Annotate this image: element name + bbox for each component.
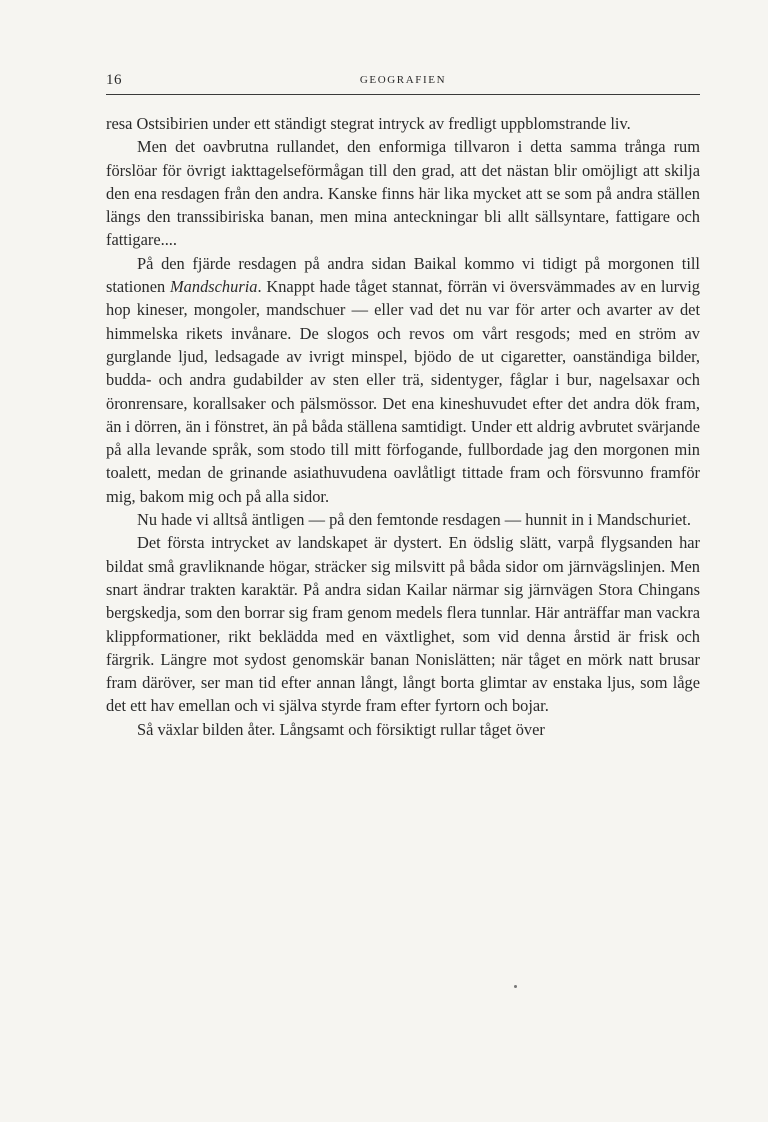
paragraph-p3 (106, 252, 700, 508)
text-run: . Knappt hade tåget stannat, förrän vi översvämmades av en lurvig hop kineser, mongoler, mandschuer — eller vad det nu var för arter och avarter av det himmelska rikets invånare. De slogos och revos om vårt resgods; med en ström av gurglande ljud, ledsagade av ivrigt minspel, bjödo de ut cigaretter, oanständiga bilder, budda- och andra gudabilder av sten eller trä, sidentyger, fåglar i bur, nagelsaxar och öronrensare, korallsaker och pälsmössor. Det ena kineshuvudet efter det andra dök fram, än i dörren, än i fönstret, än på båda ställena samtidigt. Under ett aldrig avbrutet svärjande på alla levande språk, som stodo till mitt förfogande, fullbordade jag den morgonen min toalett, medan de grinande asiathuvudena oavlåtligt tittade fram och försvunno framför mig, bakom mig och på alla sidor. (106, 277, 701, 506)
text-run: På den fjärde resdagen på andra sidan Baikal kommo vi tidigt på morgonen till stationen (106, 253, 700, 297)
text-run: Men det oavbrutna rullandet, den enformiga tillvaron i detta samma trånga rum förslöar för övrigt iakttagelseförmågan till den grad, att det nästan blir omöjligt att skilja den ena resdagen från den andra. Kanske finns här lika mycket att se som på andra ställen längs den transsibiriska banan, men mina anteckningar bli allt sällsyntare, fattigare och fattigare.... (106, 137, 700, 250)
body-text (106, 112, 700, 741)
paragraph-p4 (106, 508, 700, 531)
paragraph-p1 (106, 112, 700, 135)
text-run: Det första intrycket av landskapet är dystert. En ödslig slätt, varpå flygsanden har bildat små gravliknande högar, sträcker sig milsvitt på båda sidor om järnvägslinjen. Men snart ändrar trakten karaktär. På andra sidan Kailar närmar sig järnvägen Stora Chingans bergskedja, som den borrar sig fram genom medels flera tunnlar. Här anträffar man vackra klippformationer, rikt beklädda med en växtlighet, som vid denna årstid är frisk och färgrik. Längre mot sydost genomskär banan Nonislätten; när tåget en mörk natt brusar fram däröver, ser man tid efter annan långt, långt borta glimtar av enstaka ljus, som låge det ett hav emellan och vi själva styrde fram efter fyrtorn och bojar. (106, 533, 700, 716)
paragraph-p2 (106, 135, 700, 251)
paragraph-p5 (106, 531, 700, 717)
print-speck (514, 985, 517, 988)
header-rule (106, 94, 700, 95)
italic-text: Mandschuria (170, 277, 258, 297)
text-run: resa Ostsibirien under ett ständigt stegrat intryck av fredligt uppblomstrande liv. (106, 114, 631, 133)
page-number: 16 (106, 72, 122, 88)
paragraph-p6 (106, 718, 700, 741)
text-run: Så växlar bilden åter. Långsamt och försiktigt rullar tåget över (137, 719, 545, 739)
running-head: GEOGRAFIEN (359, 74, 447, 86)
text-run: Nu hade vi alltså äntligen — på den femtonde resdagen — hunnit in i Mandschuriet. (137, 510, 691, 530)
page-header (106, 72, 700, 92)
